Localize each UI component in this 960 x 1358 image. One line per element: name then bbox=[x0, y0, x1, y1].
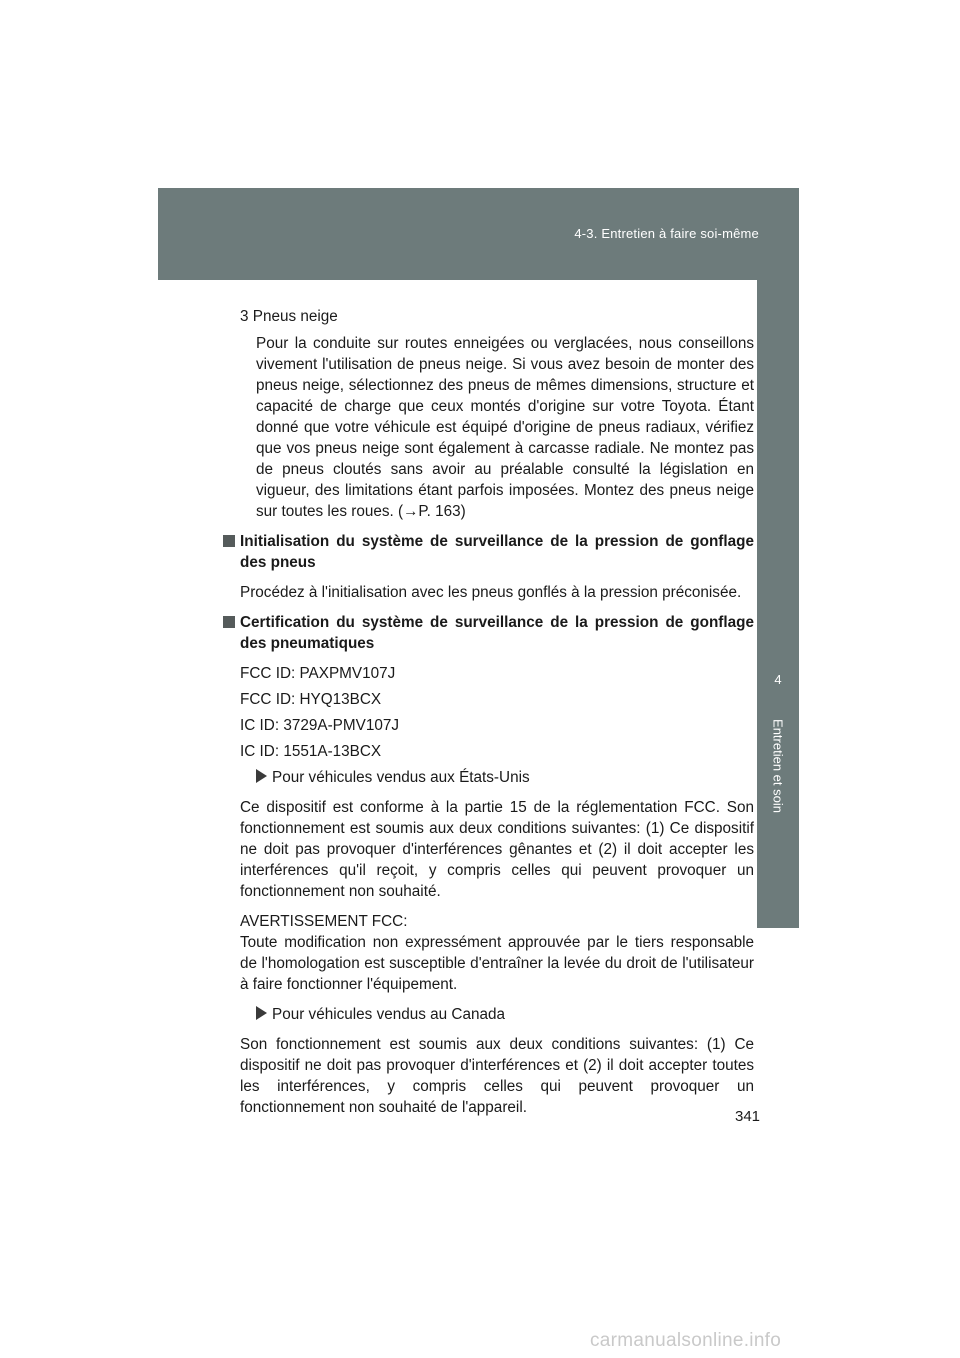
fcc-warning-paragraph: Toute modification non expressément approuvée par le tiers responsable de l'homologation est susceptible d'entraîner la levée du droit de l'utilisateur à faire fonctionner l'équipement. bbox=[240, 934, 754, 993]
fcc-warning-title: AVERTISSEMENT FCC: bbox=[240, 913, 408, 930]
chapter-tab-label: Entretien et soin bbox=[770, 719, 786, 813]
canada-label-text: Pour véhicules vendus au Canada bbox=[272, 1006, 506, 1023]
watermark: carmanualsonline.info bbox=[590, 1330, 782, 1351]
page-number: 341 bbox=[735, 1108, 761, 1125]
cert-heading-text: Certification du système de surveillance de la pression de gonflage des pneumatiques bbox=[240, 614, 754, 652]
square-bullet-icon bbox=[223, 535, 235, 547]
fcc-id-line: FCC ID: HYQ13BCX bbox=[240, 691, 382, 708]
snow-tires-paragraph: Pour la conduite sur routes enneigées ou verglacées, nous conseillons vivement l'utilisation de pneus neige. Si vous avez besoin de monter des pneus neige, sélectionnez des pneus de mêmes dimensions, structure et capacité de charge que ceux montés d'origine sur votre Toyota. Étant donné que votre véhicule est équipé d'origine de pneus radiaux, vérifiez que vos pneus neige sont également à carcasse radiale. Ne montez pas de pneus cloutés sans avoir au préalable consulté la législation en vigueur, des limitations étant parfois imposées. Montez des pneus neige sur toutes les roues. (→P. 163) bbox=[256, 335, 754, 520]
cert-section-heading bbox=[240, 612, 754, 654]
snow-tires-title: 3 Pneus neige bbox=[240, 308, 338, 325]
chapter-number: 4 bbox=[774, 672, 782, 687]
canada-paragraph: Son fonctionnement est soumis aux deux conditions suivantes: (1) Ce dispositif ne doit pas provoquer d'interférences et (2) il doit accepter toutes les interférences, y compris celles qui peuvent provoquer un fonctionnement non souhaité de l'appareil. bbox=[240, 1036, 754, 1116]
page-content bbox=[240, 306, 754, 1127]
usa-label bbox=[256, 767, 754, 788]
init-heading-text: Initialisation du système de surveillance de la pression de gonflage des pneus bbox=[240, 533, 754, 571]
fcc-id-line: FCC ID: PAXPMV107J bbox=[240, 665, 396, 682]
usa-label-text: Pour véhicules vendus aux États-Unis bbox=[272, 769, 530, 786]
arrow-right-icon bbox=[256, 769, 267, 783]
arrow-right-icon bbox=[256, 1006, 267, 1020]
ic-id-line: IC ID: 3729A-PMV107J bbox=[240, 717, 399, 734]
ic-id-line: IC ID: 1551A-13BCX bbox=[240, 743, 382, 760]
usa-paragraph: Ce dispositif est conforme à la partie 15 de la réglementation FCC. Son fonctionnement est soumis aux deux conditions suivantes: (1) Ce dispositif ne doit pas provoquer d'interférences gênantes et (2) il doit accepter les interférences qu'il reçoit, y compris celles qui peuvent provoquer un fonctionnement non souhaité. bbox=[240, 799, 754, 900]
chapter-header bbox=[158, 188, 799, 280]
init-section-heading bbox=[240, 531, 754, 573]
square-bullet-icon bbox=[223, 616, 235, 628]
chapter-side-tab bbox=[757, 280, 799, 928]
chapter-title: 4-3. Entretien à faire soi-même bbox=[574, 226, 759, 241]
canada-label bbox=[256, 1004, 754, 1025]
init-paragraph: Procédez à l'initialisation avec les pneus gonflés à la pression préconisée. bbox=[240, 584, 742, 601]
